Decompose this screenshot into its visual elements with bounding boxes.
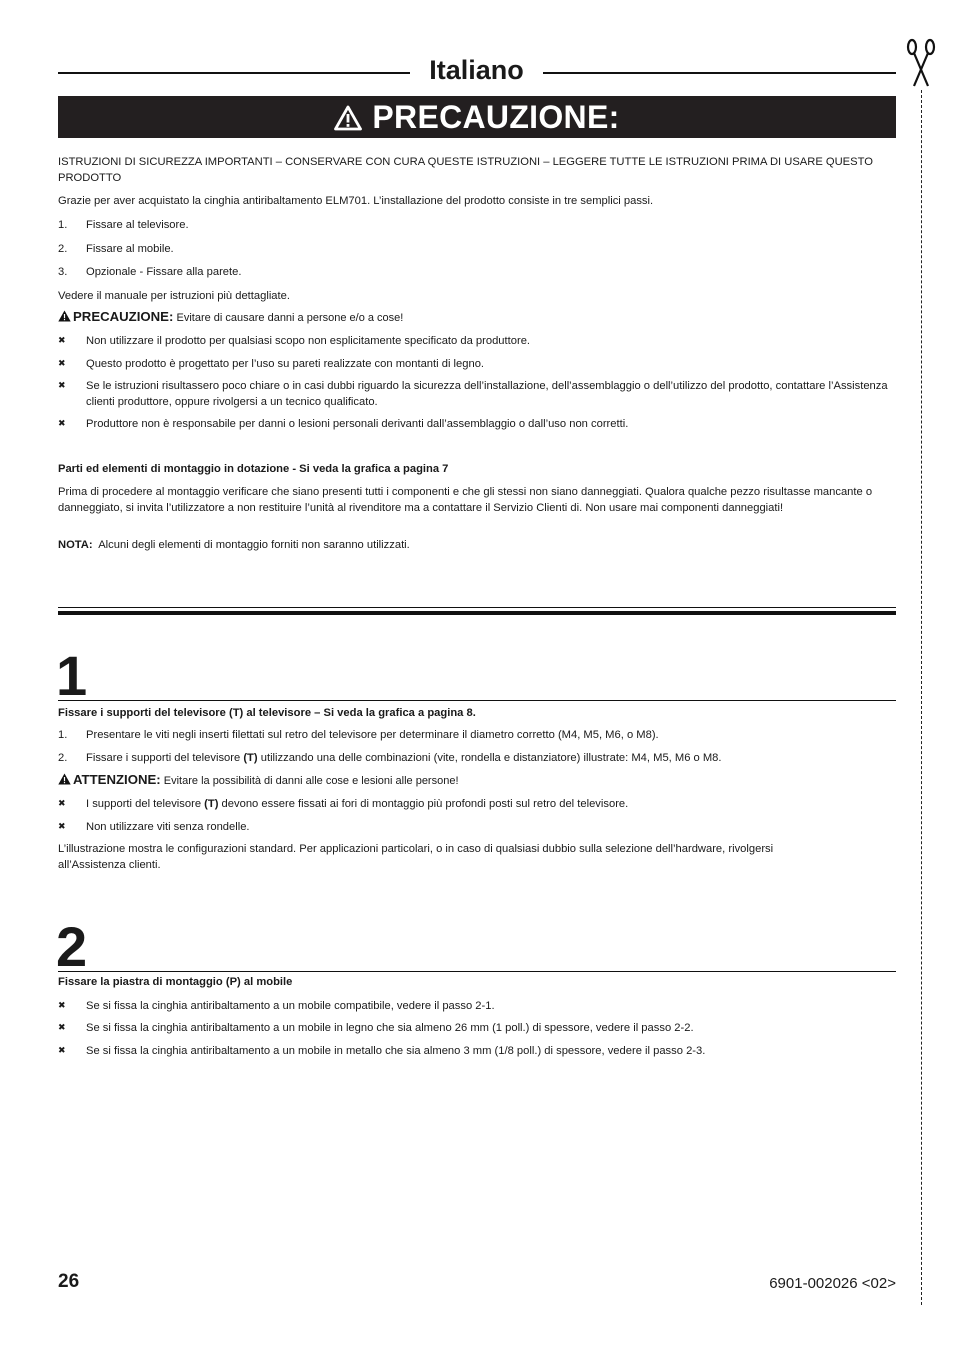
section-divider-thin bbox=[58, 607, 896, 608]
list-number: 2. bbox=[58, 243, 68, 255]
safety-instructions-line: ISTRUZIONI DI SICUREZZA IMPORTANTI – CONSERVARE CON CURA QUESTE ISTRUZIONI – LEGGERE TUTTE LE ISTRUZIONI PRIMA DI USARE QUESTO PRODOTTO bbox=[58, 156, 873, 184]
document-code: 6901-002026 <02> bbox=[769, 1275, 896, 1292]
part-code: (T) bbox=[204, 798, 219, 810]
star-bullet-icon: ✖ bbox=[58, 418, 66, 428]
list-number: 1. bbox=[58, 219, 68, 231]
header-rule-right bbox=[543, 72, 896, 74]
attention-label: ATTENZIONE: bbox=[73, 772, 161, 787]
list-text: Se si fissa la cinghia antiribaltamento a un mobile in legno che sia almeno 26 mm (1 poll.) di spessore, vedere il passo 2-2. bbox=[86, 1022, 694, 1034]
page-number: 26 bbox=[58, 1271, 80, 1292]
manual-note: Vedere il manuale per istruzioni più dettagliate. bbox=[58, 290, 290, 302]
list-text: Se si fissa la cinghia antiribaltamento a un mobile compatibile, vedere il passo 2-1. bbox=[86, 1000, 495, 1012]
list-text: Non utilizzare viti senza rondelle. bbox=[86, 821, 250, 833]
list-text-start: I supporti del televisore bbox=[86, 798, 205, 810]
star-bullet-icon: ✖ bbox=[58, 358, 66, 368]
list-text-end: utilizzando una delle combinazioni (vite, rondella e distanziatore) illustrate: M4, M5, M6 o M8. bbox=[257, 752, 722, 764]
step-heading: Fissare la piastra di montaggio (P) al mobile bbox=[58, 976, 293, 988]
nota-label: NOTA: bbox=[58, 539, 93, 551]
caution-banner bbox=[58, 96, 896, 138]
caution-label: PRECAUZIONE: bbox=[73, 309, 174, 324]
cut-guide-line bbox=[921, 90, 922, 1305]
banner-title: PRECAUZIONE: bbox=[372, 99, 620, 135]
star-bullet-icon: ✖ bbox=[58, 335, 66, 345]
list-text: Questo prodotto è progettato per l’uso su pareti realizzate con montanti di legno. bbox=[86, 358, 485, 370]
list-text bbox=[86, 797, 896, 813]
warning-triangle-icon bbox=[58, 310, 71, 322]
warning-triangle-icon bbox=[58, 773, 71, 785]
step-rule bbox=[58, 971, 896, 972]
list-text: Non utilizzare il prodotto per qualsiasi scopo non esplicitamente specificato da produttore. bbox=[86, 335, 531, 347]
configuration-note: L’illustrazione mostra le configurazioni standard. Per applicazioni particolari, o in caso di qualsiasi dubbio sulla selezione dell’hardware, rivolgersi all’Assistenza clienti. bbox=[58, 843, 774, 871]
star-bullet-icon: ✖ bbox=[58, 821, 66, 831]
warning-triangle-icon bbox=[334, 105, 362, 131]
list-text: Se si fissa la cinghia antiribaltamento a un mobile in metallo che sia almeno 3 mm (1/8 poll.) di spessore, vedere il passo 2-3. bbox=[86, 1045, 706, 1057]
star-bullet-icon: ✖ bbox=[58, 380, 66, 390]
list-text: Produttore non è responsabile per danni o lesioni personali derivanti dall’assemblaggio o dall’uso non corretti. bbox=[86, 418, 629, 430]
list-text: Presentare le viti negli inserti filettati sul retro del televisore per determinare il diametro corretto (M4, M5, M6, o M8). bbox=[86, 729, 659, 741]
list-number: 1. bbox=[58, 729, 68, 741]
thanks-paragraph: Grazie per aver acquistato la cinghia antiribaltamento ELM701. L’installazione del prodotto consiste in tre semplici passi. bbox=[58, 195, 654, 207]
step-number: 1 bbox=[56, 644, 88, 707]
caution-text: Evitare di causare danni a persone e/o a cose! bbox=[176, 312, 404, 324]
list-number: 2. bbox=[58, 752, 68, 764]
nota-line bbox=[58, 538, 896, 554]
list-text bbox=[86, 751, 896, 767]
nota-text: Alcuni degli elementi di montaggio forniti non saranno utilizzati. bbox=[98, 539, 410, 551]
star-bullet-icon: ✖ bbox=[58, 1022, 66, 1032]
parts-paragraph: Prima di procedere al montaggio verificare che siano presenti tutti i componenti e che gli stessi non siano danneggiati. Qualora qualche pezzo risultasse mancante o danneggiato, si invita l’utilizzatore a non restituire l’unità al rivenditore ma a contattare il Servizio Clienti di. Non usare mai componenti danneggiati! bbox=[58, 486, 873, 514]
caution-line bbox=[58, 309, 896, 327]
step-heading: Fissare i supporti del televisore (T) al televisore – Si veda la grafica a pagina 8. bbox=[58, 707, 476, 719]
section-divider-thick bbox=[58, 611, 896, 615]
star-bullet-icon: ✖ bbox=[58, 798, 66, 808]
list-text-end: devono essere fissati ai fori di montaggio più profondi posti sul retro del televisore. bbox=[218, 798, 629, 810]
list-text: Se le istruzioni risultassero poco chiare o in casi dubbi riguardo la sicurezza dell’installazione, dell’assemblaggio o dell’utilizzo del prodotto, contattare l’Assistenza clienti produttore, oppure rivolgersi a un tecnico qualificato. bbox=[86, 380, 888, 408]
attention-line bbox=[58, 772, 896, 790]
list-text: Fissare al televisore. bbox=[86, 219, 189, 231]
part-code: (T) bbox=[243, 752, 258, 764]
list-text-start: Fissare i supporti del televisore bbox=[86, 752, 244, 764]
list-text: Opzionale - Fissare alla parete. bbox=[86, 266, 242, 278]
step-number: 2 bbox=[56, 915, 88, 978]
language-title: Italiano bbox=[429, 55, 524, 85]
star-bullet-icon: ✖ bbox=[58, 1000, 66, 1010]
star-bullet-icon: ✖ bbox=[58, 1045, 66, 1055]
parts-heading: Parti ed elementi di montaggio in dotazione - Si veda la grafica a pagina 7 bbox=[58, 463, 449, 475]
step-rule bbox=[58, 700, 896, 701]
attention-text: Evitare la possibilità di danni alle cose e lesioni alle persone! bbox=[163, 775, 459, 787]
header-rule-left bbox=[58, 72, 410, 74]
list-text: Fissare al mobile. bbox=[86, 243, 174, 255]
list-number: 3. bbox=[58, 266, 68, 278]
scissors-icon bbox=[904, 38, 938, 88]
